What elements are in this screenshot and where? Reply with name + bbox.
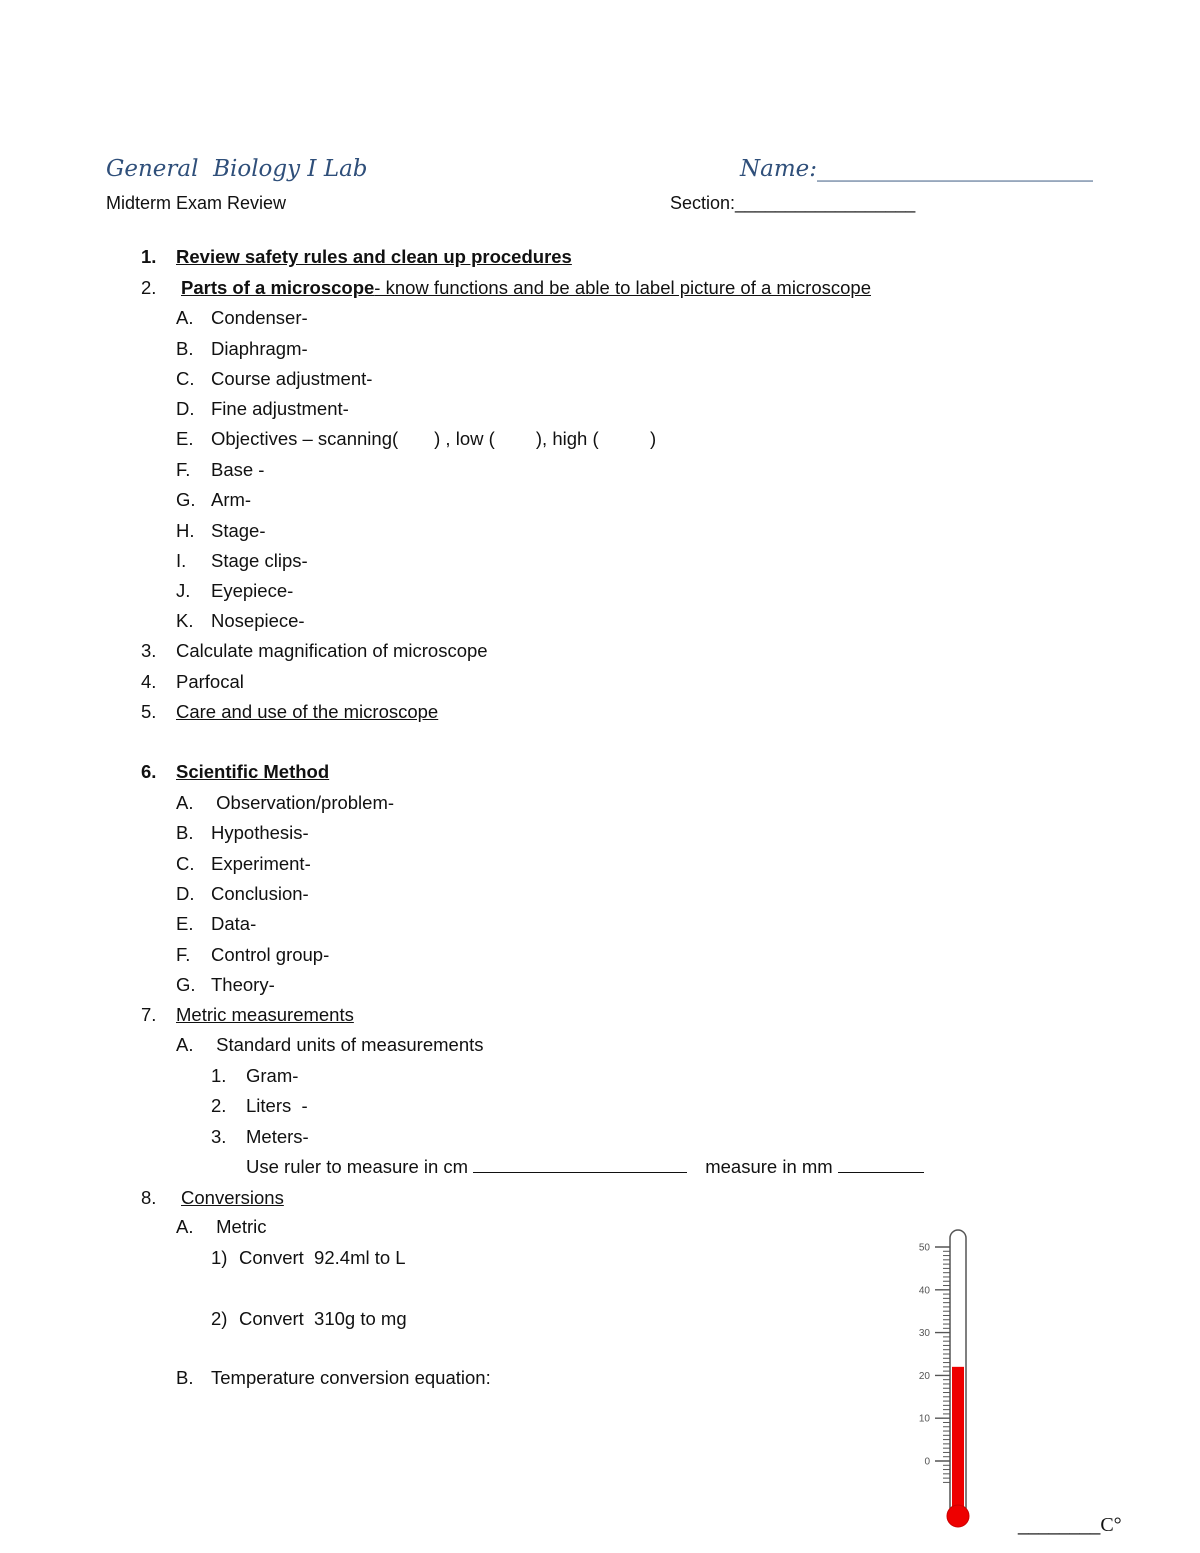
tick-label: 50 [918, 1242, 930, 1254]
thermometer-mercury [952, 1367, 964, 1512]
tick-label: 30 [918, 1328, 930, 1340]
microscope-parts-heading: Parts of a microscope [181, 277, 375, 298]
sub-letter: G. [176, 974, 196, 995]
section-blank: __________________ [735, 193, 916, 213]
sub-letter: I. [176, 550, 187, 571]
unit-number: 2. [211, 1095, 227, 1116]
microscope-parts-instruction: - know functions and be able to label picture of a microscope [374, 277, 871, 298]
sub-letter: A. [176, 792, 194, 813]
sub-letter: A. [176, 307, 194, 328]
problem-number: 1) [211, 1247, 228, 1268]
unit-gram: Gram- [246, 1065, 299, 1086]
sub-letter: E. [176, 913, 194, 934]
unit-number: 1. [211, 1065, 227, 1086]
ruler-measure-line [246, 1156, 924, 1178]
part-stage: Stage- [211, 520, 266, 541]
sub-letter: F. [176, 459, 191, 480]
sub-letter: J. [176, 580, 191, 601]
course-title: General Biology I Lab [106, 156, 368, 182]
measure-cm-label: Use ruler to measure in cm [246, 1156, 469, 1177]
sub-letter: D. [176, 883, 195, 904]
problem-number: 2) [211, 1308, 228, 1329]
unit-number: 3. [211, 1126, 227, 1147]
item-number: 1. [141, 246, 157, 267]
method-observation: Observation/problem- [211, 792, 395, 813]
method-hypothesis: Hypothesis- [211, 822, 309, 843]
tick-label: 0 [924, 1456, 930, 1468]
part-diaphragm: Diaphragm- [211, 338, 308, 359]
sub-letter: G. [176, 489, 196, 510]
sub-letter: E. [176, 428, 194, 449]
item-microscope-parts [181, 277, 871, 299]
item-number: 7. [141, 1004, 157, 1025]
part-arm: Arm- [211, 489, 252, 510]
part-fine-adjustment: Fine adjustment- [211, 398, 349, 419]
thermometer-figure [905, 1222, 1015, 1532]
section-label: Section: [670, 193, 736, 213]
measure-mm-blank [838, 1156, 924, 1173]
tick-label: 20 [918, 1370, 930, 1382]
temperature-answer [1018, 1514, 1122, 1537]
item-magnification: Calculate magnification of microscope [176, 640, 488, 661]
tick-label: 40 [918, 1285, 930, 1297]
celsius-unit: C° [1100, 1514, 1122, 1536]
thermometer-scale [919, 1243, 952, 1483]
name-field-label: Name:________________________ [740, 156, 1094, 182]
item-scientific-method: Scientific Method [176, 761, 330, 782]
unit-liters: Liters - [246, 1095, 308, 1116]
sub-letter: B. [176, 822, 194, 843]
part-eyepiece: Eyepiece- [211, 580, 294, 601]
part-base: Base - [211, 459, 265, 480]
item-number: 6. [141, 761, 157, 782]
method-conclusion: Conclusion- [211, 883, 309, 904]
item-safety-rules: Review safety rules and clean up procedures [176, 246, 572, 267]
part-condenser: Condenser- [211, 307, 308, 328]
sub-letter: C. [176, 368, 195, 389]
convert-ml-to-l: Convert 92.4ml to L [239, 1247, 406, 1268]
item-care-and-use: Care and use of the microscope [176, 701, 439, 722]
standard-units-heading: Standard units of measurements [211, 1034, 484, 1055]
sub-letter: A. [176, 1034, 194, 1055]
item-number: 2. [141, 277, 157, 298]
metric-heading: Metric [211, 1216, 267, 1237]
item-number: 8. [141, 1187, 157, 1208]
measure-cm-blank [473, 1156, 687, 1173]
sub-letter: B. [176, 338, 194, 359]
sub-letter: B. [176, 1367, 194, 1388]
tick-label: 10 [918, 1413, 930, 1425]
temperature-answer-blank: ________ [1018, 1514, 1101, 1535]
item-conversions: Conversions [181, 1187, 284, 1208]
method-control-group: Control group- [211, 944, 330, 965]
temperature-equation-label: Temperature conversion equation: [211, 1367, 491, 1388]
method-data: Data- [211, 913, 257, 934]
item-metric-measurements: Metric measurements [176, 1004, 354, 1025]
item-number: 4. [141, 671, 157, 692]
item-parfocal: Parfocal [176, 671, 244, 692]
item-number: 3. [141, 640, 157, 661]
measure-mm-label: measure in mm [705, 1156, 833, 1177]
part-nosepiece: Nosepiece- [211, 610, 305, 631]
method-theory: Theory- [211, 974, 275, 995]
sub-letter: A. [176, 1216, 194, 1237]
sub-letter: D. [176, 398, 195, 419]
method-experiment: Experiment- [211, 853, 311, 874]
sub-letter: H. [176, 520, 195, 541]
document-subtitle: Midterm Exam Review [106, 193, 287, 213]
thermometer-bulb [947, 1505, 969, 1527]
part-course-adjustment: Course adjustment- [211, 368, 373, 389]
part-stage-clips: Stage clips- [211, 550, 308, 571]
part-objectives: Objectives – scanning( ) , low ( ), high ( ) [211, 428, 657, 449]
convert-g-to-mg: Convert 310g to mg [239, 1308, 407, 1329]
sub-letter: C. [176, 853, 195, 874]
sub-letter: F. [176, 944, 191, 965]
sub-letter: K. [176, 610, 194, 631]
section-field [670, 193, 915, 214]
unit-meters: Meters- [246, 1126, 309, 1147]
item-number: 5. [141, 701, 157, 722]
